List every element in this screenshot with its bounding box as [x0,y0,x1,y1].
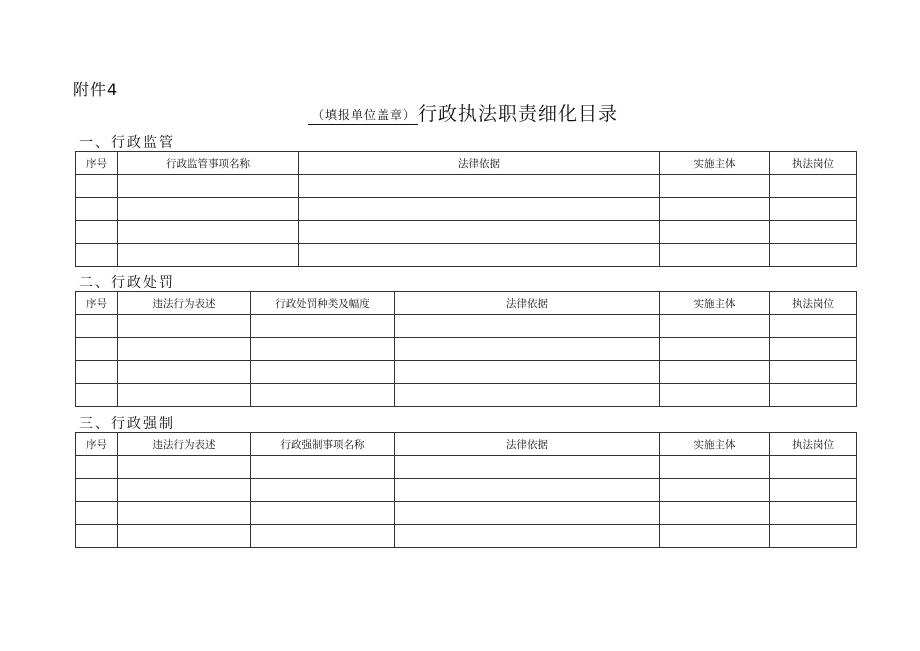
attachment-label: 附件4 [73,80,119,99]
table-cell [76,361,118,384]
table-header-row [76,292,857,315]
table-cell [770,502,857,525]
table-cell [395,361,660,384]
table-cell [395,384,660,407]
table-cell [395,315,660,338]
table-cell [770,221,857,244]
table-cell [251,384,395,407]
table-cell [770,315,857,338]
supervision-table [75,151,857,267]
table-cell [395,479,660,502]
table-cell [118,384,251,407]
column-header: 法律依据 [395,433,660,456]
column-header: 法律依据 [395,292,660,315]
table-header-row [76,152,857,175]
table-cell [251,456,395,479]
table-row [76,175,857,198]
table-row [76,198,857,221]
table-cell [660,221,770,244]
table-cell [660,315,770,338]
table-row [76,315,857,338]
section-heading-supervision: 一、行政监管 [79,135,175,151]
table-cell [299,244,660,267]
section-heading-penalty: 二、行政处罚 [79,275,175,291]
table-cell [251,525,395,548]
column-header: 执法岗位 [770,433,857,456]
table-row [76,525,857,548]
table-cell [76,502,118,525]
penalty-table [75,291,857,407]
table-cell [660,479,770,502]
table-cell [660,502,770,525]
column-header: 执法岗位 [770,152,857,175]
column-header: 违法行为表述 [118,292,251,315]
table-cell [118,525,251,548]
table-cell [76,456,118,479]
table-cell [118,244,299,267]
enforcement-table [75,432,857,548]
title-main: 行政执法职责细化目录 [418,103,619,125]
table-cell [251,315,395,338]
table-cell [251,361,395,384]
table-row [76,456,857,479]
table-cell [76,338,118,361]
table-row [76,338,857,361]
table-cell [118,175,299,198]
table-header-row [76,433,857,456]
column-header: 行政强制事项名称 [251,433,395,456]
column-header: 执法岗位 [770,292,857,315]
column-header: 实施主体 [660,433,770,456]
table-cell [660,384,770,407]
column-header: 行政监管事项名称 [118,152,299,175]
column-header: 实施主体 [660,152,770,175]
table-cell [660,244,770,267]
table-row [76,361,857,384]
table-cell [76,244,118,267]
table-cell [76,384,118,407]
table-cell [76,221,118,244]
table-cell [118,361,251,384]
table-cell [660,175,770,198]
table-cell [770,479,857,502]
table-cell [118,479,251,502]
table-cell [660,361,770,384]
table-row [76,221,857,244]
title-prefix: （填报单位盖章） [308,108,418,125]
column-header: 法律依据 [299,152,660,175]
table-cell [395,338,660,361]
column-header: 序号 [76,433,118,456]
table-cell [299,175,660,198]
table-cell [770,175,857,198]
table-cell [770,361,857,384]
table-cell [251,502,395,525]
table-cell [770,384,857,407]
table-cell [76,479,118,502]
table-cell [251,338,395,361]
table-row [76,479,857,502]
document-title [308,101,618,125]
table-cell [770,525,857,548]
table-cell [660,525,770,548]
table-cell [118,338,251,361]
table-cell [770,244,857,267]
table-cell [395,502,660,525]
table-cell [76,315,118,338]
table-cell [76,175,118,198]
table-cell [76,198,118,221]
table-cell [660,456,770,479]
column-header: 实施主体 [660,292,770,315]
column-header: 违法行为表述 [118,433,251,456]
table-cell [770,338,857,361]
table-cell [118,221,299,244]
table-cell [395,456,660,479]
table-cell [660,338,770,361]
column-header: 序号 [76,152,118,175]
column-header: 序号 [76,292,118,315]
table-cell [118,315,251,338]
table-cell [299,221,660,244]
table-cell [118,456,251,479]
table-cell [770,456,857,479]
table-cell [660,198,770,221]
table-row [76,502,857,525]
table-cell [395,525,660,548]
table-cell [299,198,660,221]
table-cell [76,525,118,548]
section-heading-enforcement: 三、行政强制 [79,416,175,432]
table-row [76,384,857,407]
table-cell [118,198,299,221]
table-cell [251,479,395,502]
table-row [76,244,857,267]
column-header: 行政处罚种类及幅度 [251,292,395,315]
table-cell [770,198,857,221]
table-cell [118,502,251,525]
